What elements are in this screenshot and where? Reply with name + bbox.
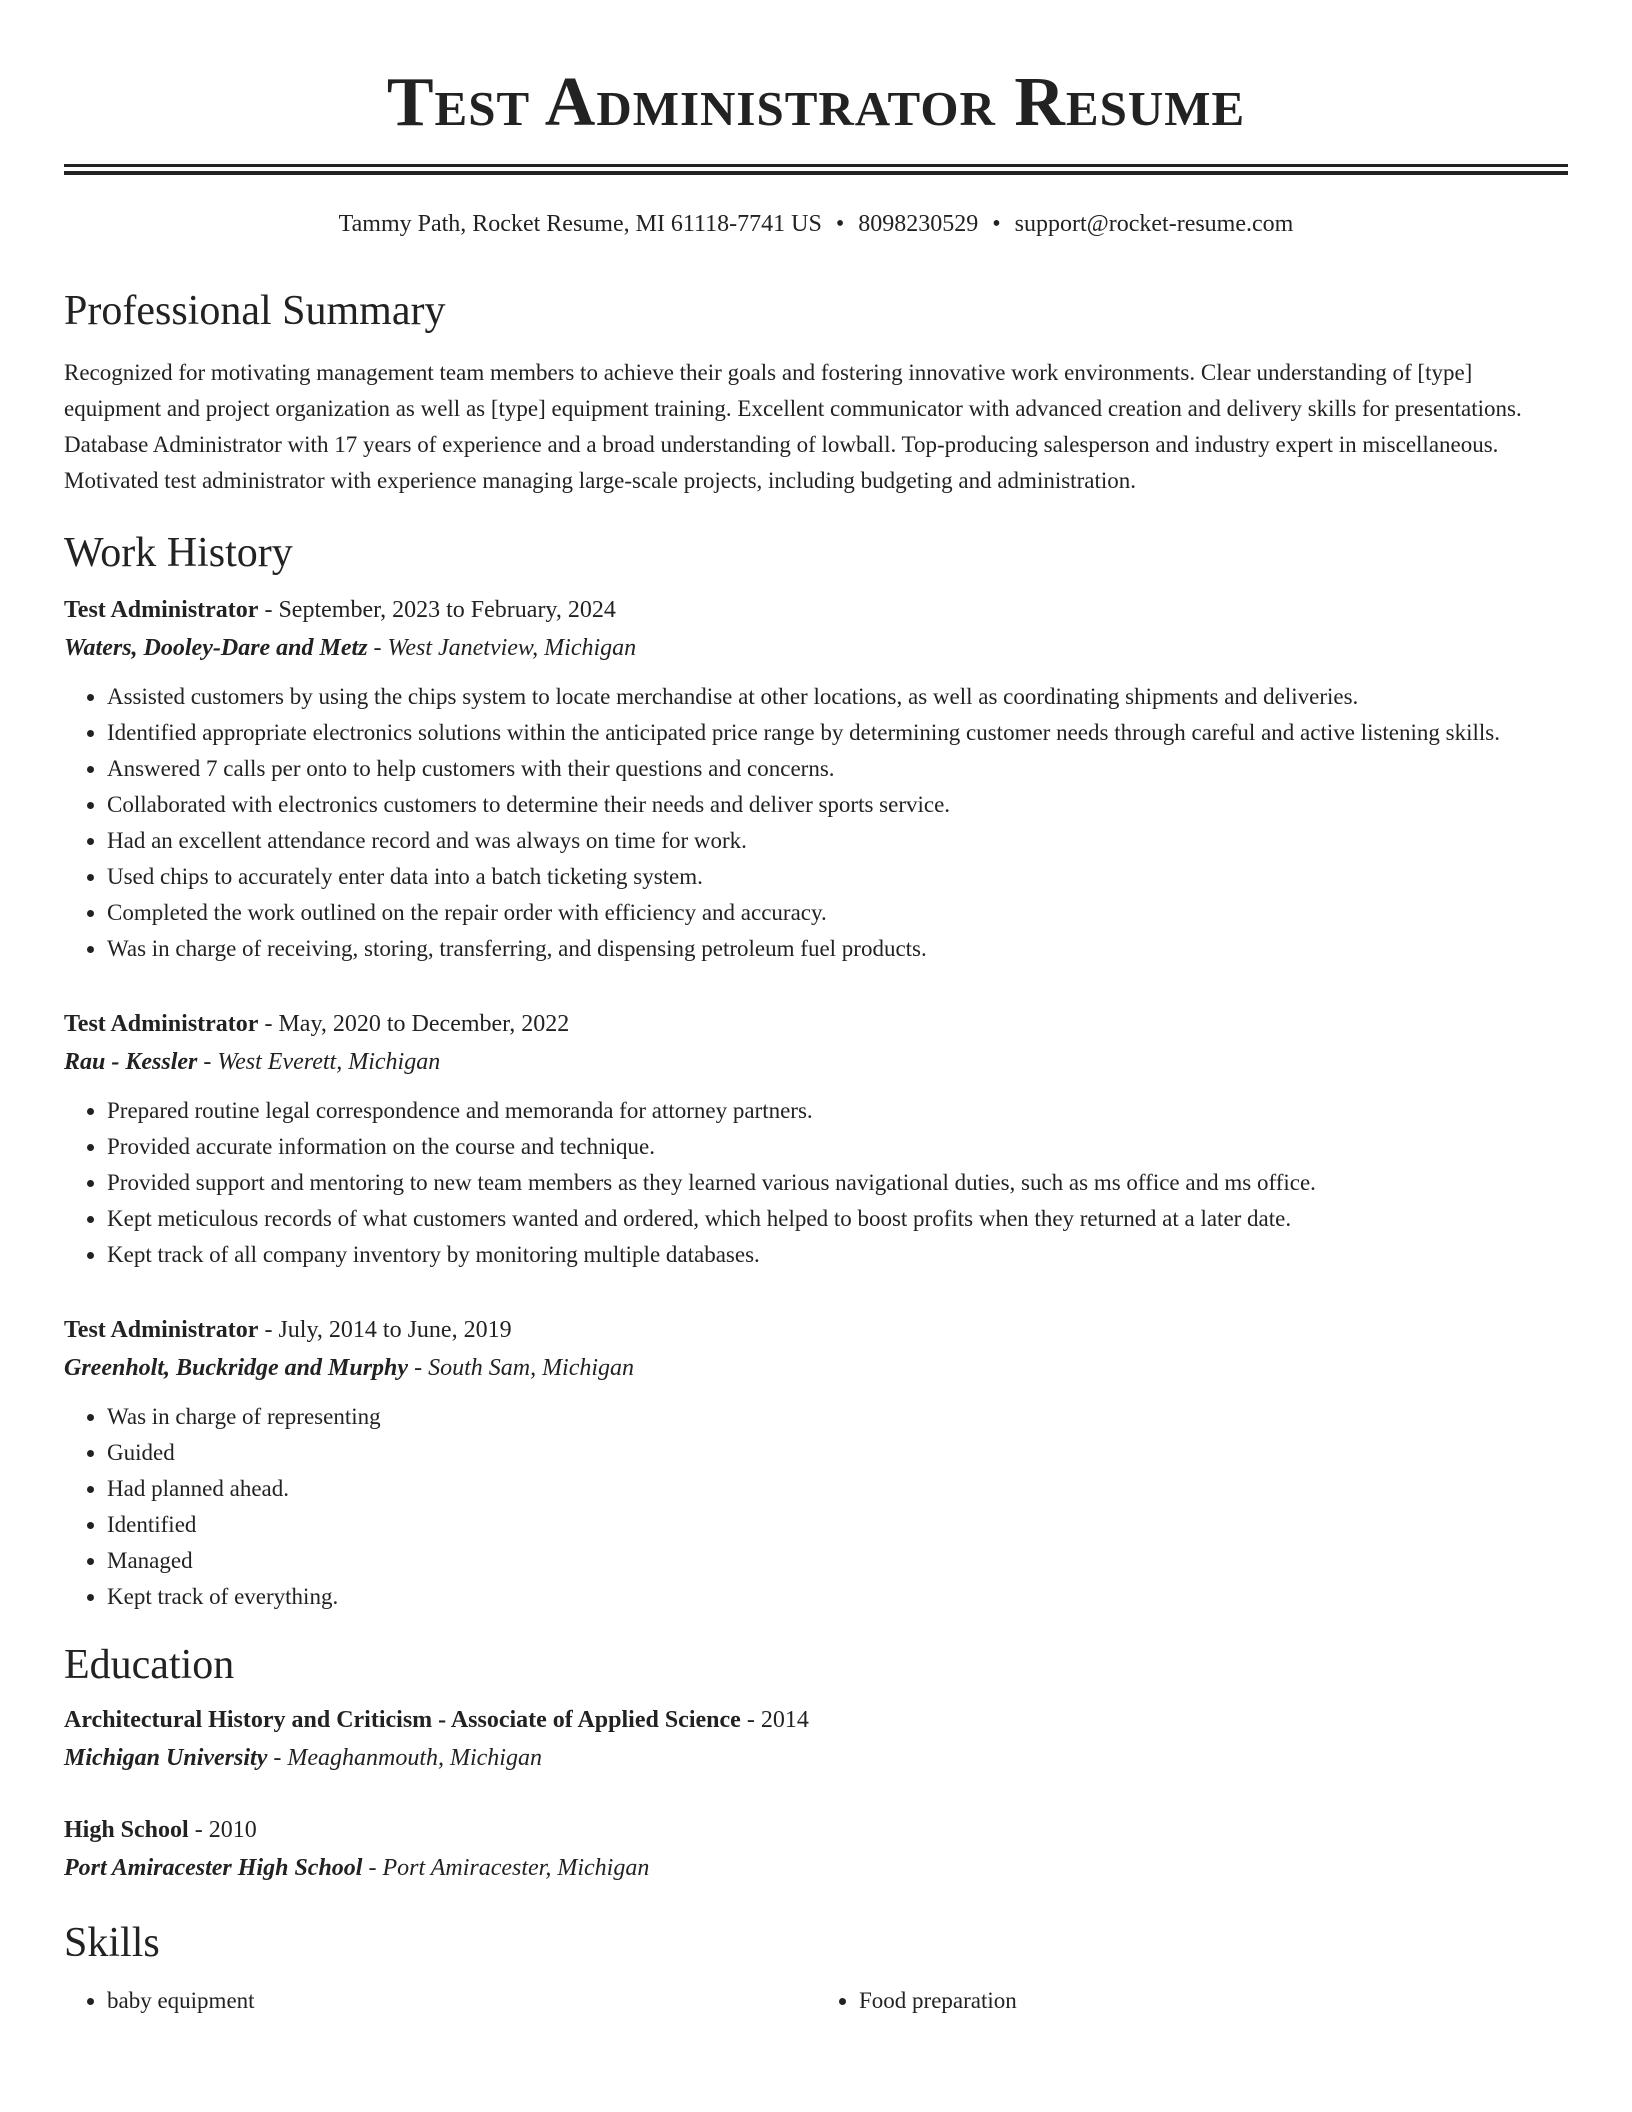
job-duty-item: • Used chips to accurately enter data into a batch ticketing system. (107, 859, 1568, 895)
skill-item: • Food preparation (859, 1983, 1568, 2019)
job-duty-item: • Collaborated with electronics customers to determine their needs and deliver sports service. (107, 787, 1568, 823)
contact-address: Tammy Path, Rocket Resume, MI 61118-7741 US (338, 211, 822, 237)
job-duty-item: • Identified appropriate electronics solutions within the anticipated price range by determining customer needs through careful and active listening skills. (107, 715, 1568, 751)
education-school-line: Michigan University - Meaghanmouth, Michigan (64, 1745, 542, 1771)
job-duty-item: • Kept track of all company inventory by monitoring multiple databases. (107, 1237, 1568, 1273)
resume-title: Test Administrator Resume (386, 64, 1246, 141)
job-duty-item: • Had planned ahead. (107, 1471, 1568, 1507)
job-duty-item: • Guided (107, 1435, 1568, 1471)
work-history-heading: Work History (64, 530, 293, 576)
education-degree-line: High School - 2010 (64, 1817, 257, 1843)
education-location: Port Amiracester, Michigan (382, 1855, 650, 1881)
job-location: West Janetview, Michigan (387, 635, 637, 661)
skills-heading: Skills (64, 1920, 160, 1966)
education-degree: High School (64, 1817, 189, 1843)
job-title: Test Administrator (64, 1011, 259, 1037)
education-school: Michigan University (64, 1745, 268, 1771)
education-year: 2010 (208, 1817, 257, 1843)
summary-heading: Professional Summary (64, 288, 446, 334)
job-location: West Everett, Michigan (217, 1049, 441, 1075)
job-company-line: Greenholt, Buckridge and Murphy - South Sam, Michigan (64, 1355, 635, 1381)
job-company: Rau - Kessler (64, 1049, 198, 1075)
job-duty-item: • Assisted customers by using the chips system to locate merchandise at other locations, as well as coordinating shipments and deliveries. (107, 679, 1568, 715)
education-entry (64, 1701, 1568, 1777)
contact-line (64, 209, 1568, 239)
title-divider (64, 164, 1568, 175)
job-company-line: Rau - Kessler - West Everett, Michigan (64, 1049, 441, 1075)
job-duty-item: • Kept track of everything. (107, 1579, 1568, 1615)
job-duty-item: • Provided support and mentoring to new team members as they learned various navigational duties, such as ms office and ms office. (107, 1165, 1568, 1201)
education-year: 2014 (760, 1707, 809, 1733)
job-duty-item: • Managed (107, 1543, 1568, 1579)
education-degree: Architectural History and Criticism - Associate of Applied Science (64, 1707, 741, 1733)
job-duty-item: • Kept meticulous records of what customers wanted and ordered, which helped to boost profits when they returned at a later date. (107, 1201, 1568, 1237)
job-duty-item: • Answered 7 calls per onto to help customers with their questions and concerns. (107, 751, 1568, 787)
education-heading: Education (64, 1642, 235, 1688)
job-title-line: Test Administrator - September, 2023 to February, 2024 (64, 597, 616, 623)
job-location: South Sam, Michigan (428, 1355, 635, 1381)
job-title-line: Test Administrator - May, 2020 to December, 2022 (64, 1011, 570, 1037)
job-entry (64, 1005, 1568, 1273)
contact-separator: • (992, 211, 1001, 237)
job-duty-item: • Completed the work outlined on the repair order with efficiency and accuracy. (107, 895, 1568, 931)
skills-column-right (816, 1983, 1568, 2019)
job-title: Test Administrator (64, 597, 259, 623)
job-title: Test Administrator (64, 1317, 259, 1343)
skills-grid (64, 1983, 1568, 2019)
job-duties-list (64, 1093, 1568, 1273)
contact-email: support@rocket-resume.com (1014, 211, 1294, 237)
education-school-line: Port Amiracester High School - Port Amiracester, Michigan (64, 1855, 650, 1881)
job-dates: September, 2023 to February, 2024 (278, 597, 616, 623)
job-company: Greenholt, Buckridge and Murphy (64, 1355, 409, 1381)
summary-text: Recognized for motivating management team members to achieve their goals and fostering innovative work environments. Clear understanding of [type] equipment and project organization as well as [type] equipment training. Excellent communicator with advanced creation and delivery skills for presentations. Database Administrator with 17 years of experience and a broad understanding of lowball. Top-producing salesperson and industry expert in miscellaneous. Motivated test administrator with experience managing large-scale projects, including budgeting and administration. (64, 360, 1522, 493)
job-duty-item: • Was in charge of representing (107, 1399, 1568, 1435)
job-duty-item: • Identified (107, 1507, 1568, 1543)
education-entry (64, 1811, 1568, 1887)
job-title-line: Test Administrator - July, 2014 to June, 2019 (64, 1317, 512, 1343)
skills-column-left (64, 1983, 816, 2019)
job-duty-item: • Had an excellent attendance record and was always on time for work. (107, 823, 1568, 859)
education-school: Port Amiracester High School (64, 1855, 363, 1881)
skill-item: • baby equipment (107, 1983, 816, 2019)
job-company: Waters, Dooley-Dare and Metz (64, 635, 368, 661)
job-company-line: Waters, Dooley-Dare and Metz - West Janetview, Michigan (64, 635, 637, 661)
job-duty-item: • Provided accurate information on the course and technique. (107, 1129, 1568, 1165)
job-duties-list (64, 679, 1568, 967)
contact-phone: 8098230529 (858, 211, 979, 237)
job-entry (64, 591, 1568, 967)
contact-separator: • (835, 211, 845, 237)
education-degree-line: Architectural History and Criticism - Associate of Applied Science - 2014 (64, 1707, 809, 1733)
job-duties-list (64, 1399, 1568, 1615)
job-entry (64, 1311, 1568, 1615)
job-dates: May, 2020 to December, 2022 (278, 1011, 570, 1037)
education-location: Meaghanmouth, Michigan (287, 1745, 542, 1771)
job-duty-item: • Was in charge of receiving, storing, transferring, and dispensing petroleum fuel products. (107, 931, 1568, 967)
job-dates: July, 2014 to June, 2019 (278, 1317, 512, 1343)
job-duty-item: • Prepared routine legal correspondence and memoranda for attorney partners. (107, 1093, 1568, 1129)
